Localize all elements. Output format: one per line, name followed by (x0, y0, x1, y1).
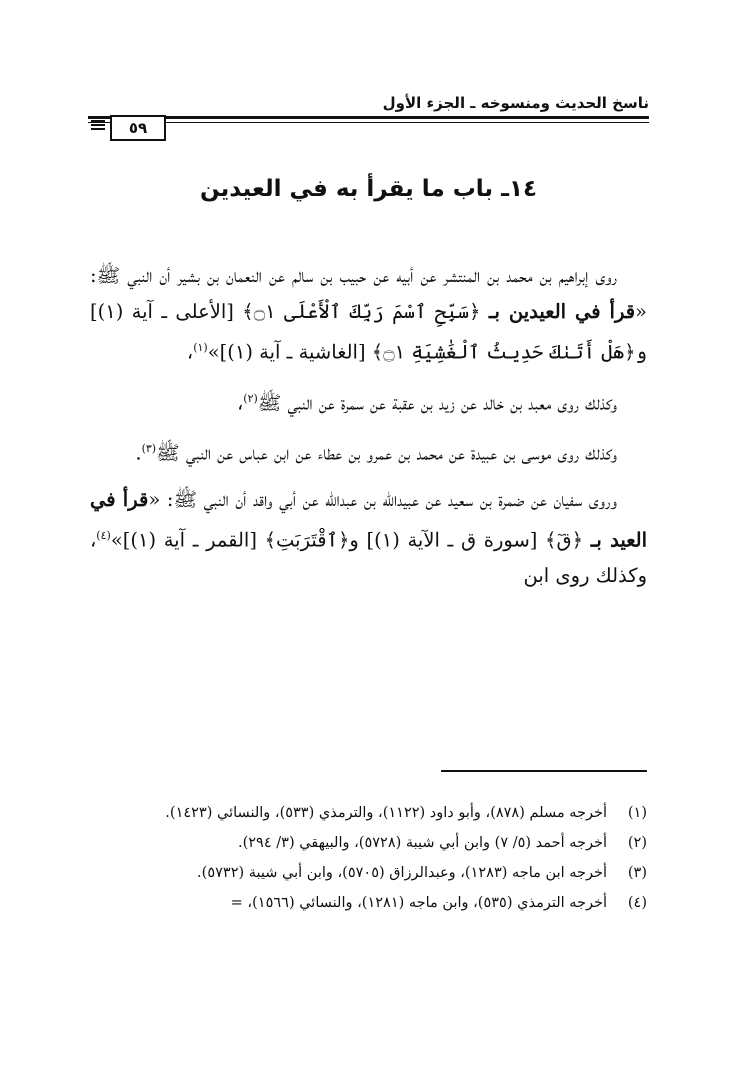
paragraph-end: ، (236, 391, 244, 414)
footnote-ref: (١) (193, 341, 208, 354)
footnote-number: (٣) (627, 865, 647, 881)
chapter-title: ١٤ـ باب ما يقرأ به في العيدين (199, 176, 538, 202)
paragraph-4 (90, 482, 647, 595)
footnote-divider (441, 770, 647, 772)
paragraph-bold: قرأ في العيدين بـ (488, 300, 636, 323)
ornament-bar (91, 128, 105, 130)
footnote-ref: (٤) (96, 528, 111, 542)
paragraph-1 (90, 258, 647, 371)
paragraph-text: وكذلك روى موسى بن عبيدة عن محمد بن عمرو بن عطاء عن ابن عباس عن النبي ﷺ (156, 441, 617, 465)
paragraph-bold: قرأ في العيد بـ (90, 487, 647, 551)
footnote-1 (90, 800, 647, 826)
page-number: ٥٩ (110, 115, 166, 141)
paragraph-2 (90, 381, 647, 422)
paragraph-3 (90, 431, 647, 472)
paragraph-text: ﴿سَبِّحِ ٱسْمَ رَبِّكَ ٱلْأَعْلَى ۝١﴾ [الأعلى ـ آية (١)] و﴿هَلْ أَتَىٰكَ حَدِيثُ ٱلْغَٰشِيَةِ ۝١﴾ [الغاشية ـ آية (١)]» (90, 300, 647, 364)
footnote-number: (٤) (627, 895, 647, 911)
footnote-ref: (٢) (243, 391, 258, 405)
footnote-4 (90, 890, 647, 916)
footnotes (90, 800, 647, 920)
paragraph-end: . (135, 441, 142, 465)
footnote-3 (90, 860, 647, 886)
header-rule-thick (88, 116, 649, 119)
footnote-2 (90, 830, 647, 856)
header-rule-thin (88, 122, 649, 123)
footnote-number: (١) (627, 805, 647, 821)
footnote-ref: (٣) (141, 442, 157, 455)
paragraph-text: روى إبراهيم بن محمد بن المنتشر عن أبيه عن حبيب بن سالم عن النعمان بن بشير أن النبي ﷺ: « (90, 264, 647, 323)
footnote-text: أخرجه أحمد (٥/ ٧) وابن أبي شيبة (٥٧٢٨)، والبيهقي (٣/ ٢٩٤). (237, 835, 607, 851)
footnote-text: أخرجه الترمذي (٥٣٥)، وابن ماجه (١٢٨١)، والنسائي (١٥٦٦)، = (230, 895, 607, 911)
paragraph-text: ﴿قٓ﴾ [سورة ق ـ الآية (١)] و﴿ٱقْتَرَبَتِ﴾ [القمر ـ آية (١)]» (110, 528, 591, 551)
footnote-text: أخرجه ابن ماجه (١٢٨٣)، وعبدالرزاق (٥٧٠٥)، وابن أبي شيبة (٥٧٣٢). (197, 865, 607, 881)
header-rule (88, 116, 649, 128)
paragraph-text: وروى سفيان عن ضمرة بن سعيد عن عبيدالله بن عبدالله عن أبي واقد أن النبي ﷺ: « (148, 487, 617, 511)
paragraph-end: ، وكذلك روى ابن (90, 528, 647, 587)
running-header: ناسخ الحديث ومنسوخه ـ الجزء الأول (382, 94, 649, 112)
paragraph-end: ، (186, 340, 194, 364)
header-ornament-bars (91, 120, 105, 132)
footnote-text: أخرجه مسلم (٨٧٨)، وأبو داود (١١٢٢)، والترمذي (٥٣٣)، والنسائي (١٤٢٣). (165, 805, 607, 821)
main-text (90, 258, 647, 604)
ornament-bar (91, 124, 105, 126)
footnote-number: (٢) (627, 835, 647, 851)
paragraph-text: وكذلك روى معبد بن خالد عن زيد بن عقبة عن سمرة عن النبي ﷺ (257, 391, 617, 414)
ornament-bar (91, 120, 105, 122)
